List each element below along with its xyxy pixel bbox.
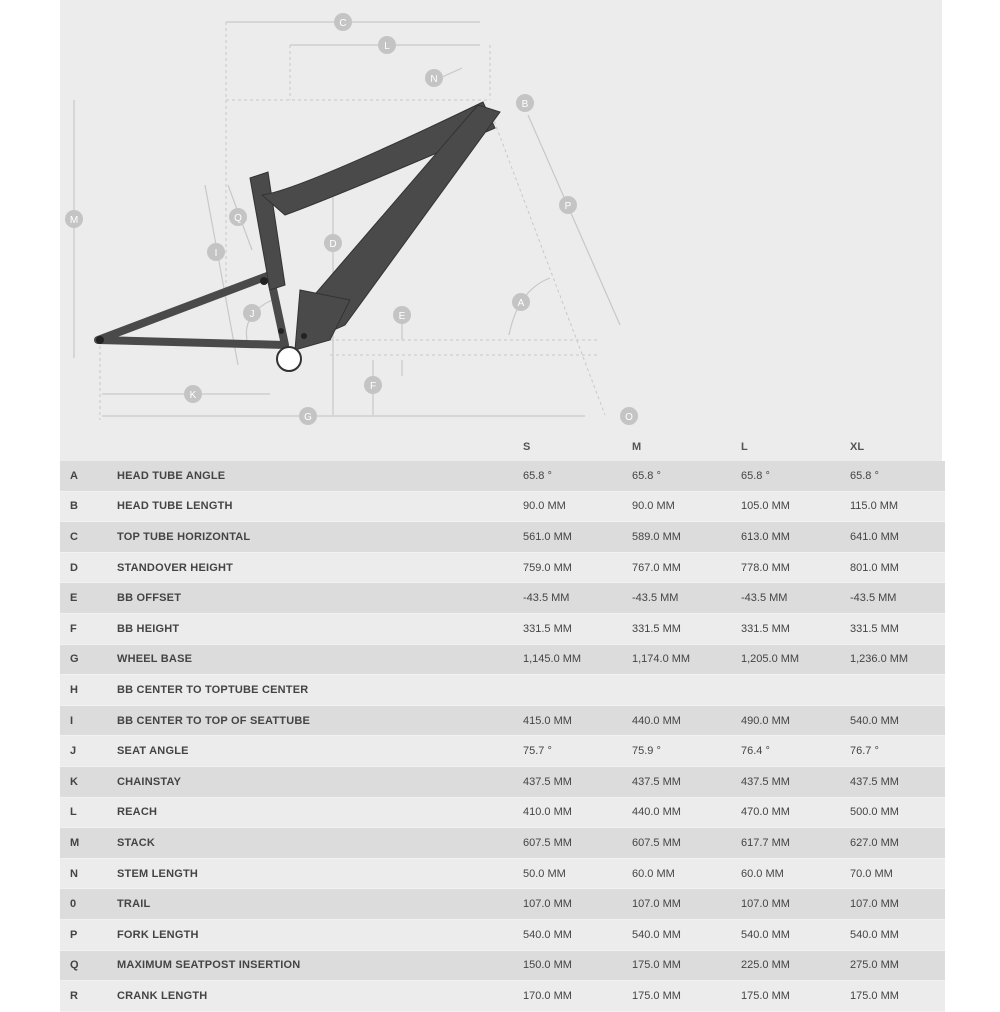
table-row <box>60 950 945 981</box>
table-row <box>60 981 945 1012</box>
label-i-icon <box>207 243 225 261</box>
row-value-s: 150.0 MM <box>523 959 572 972</box>
row-value-xl: 801.0 MM <box>850 561 899 574</box>
label-q-icon <box>229 208 247 226</box>
row-value-l <box>741 675 850 706</box>
row-letter: I <box>70 714 74 727</box>
row-letter: L <box>70 806 77 819</box>
row-name: STANDOVER HEIGHT <box>117 561 234 574</box>
row-letter: Q <box>70 959 79 972</box>
table-row <box>60 522 945 553</box>
row-value-m: 440.0 MM <box>632 806 681 819</box>
row-value-s: 607.5 MM <box>523 836 572 849</box>
row-value-m: 607.5 MM <box>632 836 681 849</box>
label-p-icon <box>559 196 577 214</box>
frame-geometry-diagram <box>60 0 942 432</box>
row-letter: B <box>70 500 78 513</box>
row-value-xl: 107.0 MM <box>850 898 899 911</box>
row-value-l: 540.0 MM <box>741 928 790 941</box>
row-name: STACK <box>117 836 156 849</box>
row-value-s: 50.0 MM <box>523 867 566 880</box>
label-c-icon <box>334 13 352 31</box>
label-n-icon <box>425 69 443 87</box>
row-value-m: 65.8 ° <box>632 469 661 482</box>
row-name: BB CENTER TO TOP OF SEATTUBE <box>117 714 311 727</box>
table-row <box>60 675 945 706</box>
label-g-icon <box>299 407 317 425</box>
row-value-xl: 437.5 MM <box>850 775 899 788</box>
row-value-l: 175.0 MM <box>741 989 790 1002</box>
svg-text:C: C <box>339 18 347 29</box>
row-letter: J <box>70 745 77 758</box>
table-row <box>60 705 945 736</box>
row-name: TRAIL <box>117 898 151 911</box>
svg-text:J: J <box>249 309 255 320</box>
svg-text:K: K <box>189 390 197 401</box>
label-b-icon <box>516 94 534 112</box>
row-value-s <box>523 675 632 706</box>
row-value-m: 440.0 MM <box>632 714 681 727</box>
label-m-icon <box>65 210 83 228</box>
label-d-icon <box>324 234 342 252</box>
row-value-xl: 627.0 MM <box>850 836 899 849</box>
row-value-l: 105.0 MM <box>741 500 790 513</box>
row-value-s: 410.0 MM <box>523 806 572 819</box>
row-value-xl: 331.5 MM <box>850 622 899 635</box>
svg-text:E: E <box>398 311 406 322</box>
label-a-icon <box>512 293 530 311</box>
svg-text:D: D <box>329 239 337 250</box>
label-j-icon <box>243 304 261 322</box>
row-value-xl: 1,236.0 MM <box>850 653 909 666</box>
table-row <box>60 461 945 491</box>
svg-text:N: N <box>430 74 438 85</box>
row-name: CHAINSTAY <box>117 775 182 788</box>
row-value-xl <box>850 675 945 706</box>
header-size-s: S <box>523 440 531 453</box>
row-value-s: 759.0 MM <box>523 561 572 574</box>
table-row <box>60 828 945 859</box>
row-value-xl: 65.8 ° <box>850 469 879 482</box>
table-row <box>60 797 945 828</box>
header-size-xl: XL <box>850 440 865 453</box>
row-value-m: 60.0 MM <box>632 867 675 880</box>
svg-text:Q: Q <box>234 213 242 224</box>
row-value-l: 490.0 MM <box>741 714 790 727</box>
row-letter: M <box>70 836 80 849</box>
row-value-s: 331.5 MM <box>523 622 572 635</box>
row-value-s: 170.0 MM <box>523 989 572 1002</box>
svg-text:L: L <box>384 41 390 52</box>
row-value-s: 415.0 MM <box>523 714 572 727</box>
table-row <box>60 583 945 614</box>
row-value-s: -43.5 MM <box>523 592 570 605</box>
row-value-xl: -43.5 MM <box>850 592 897 605</box>
row-value-s: 1,145.0 MM <box>523 653 582 666</box>
row-name: FORK LENGTH <box>117 928 199 941</box>
row-value-l: 613.0 MM <box>741 530 790 543</box>
svg-text:M: M <box>69 215 79 226</box>
label-k-icon <box>184 385 202 403</box>
header-name <box>117 432 523 461</box>
svg-text:P: P <box>564 201 572 212</box>
row-value-s: 437.5 MM <box>523 775 572 788</box>
row-value-xl: 641.0 MM <box>850 530 899 543</box>
row-value-l: -43.5 MM <box>741 592 788 605</box>
row-value-xl: 275.0 MM <box>850 959 899 972</box>
label-l-icon <box>378 36 396 54</box>
svg-text:O: O <box>625 412 633 423</box>
header-size-l: L <box>741 440 748 453</box>
row-name: REACH <box>117 806 158 819</box>
row-value-m: 540.0 MM <box>632 928 681 941</box>
row-name: SEAT ANGLE <box>117 745 189 758</box>
row-name: WHEEL BASE <box>117 653 193 666</box>
row-value-xl: 115.0 MM <box>850 500 899 513</box>
row-value-s: 65.8 ° <box>523 469 552 482</box>
row-value-l: 617.7 MM <box>741 836 790 849</box>
label-f-icon <box>364 376 382 394</box>
row-value-l: 1,205.0 MM <box>741 653 800 666</box>
row-name: HEAD TUBE LENGTH <box>117 500 233 513</box>
svg-text:B: B <box>521 99 529 110</box>
svg-text:I: I <box>214 248 218 259</box>
row-letter: E <box>70 592 78 605</box>
row-letter: G <box>70 653 79 666</box>
header-letter <box>60 432 117 461</box>
table-row <box>60 858 945 889</box>
row-value-xl: 70.0 MM <box>850 867 893 880</box>
row-name: CRANK LENGTH <box>117 989 208 1002</box>
table-row <box>60 644 945 675</box>
row-name: MAXIMUM SEATPOST INSERTION <box>117 959 301 972</box>
row-letter: N <box>70 867 78 880</box>
row-value-m: 331.5 MM <box>632 622 681 635</box>
label-o-icon <box>620 407 638 425</box>
row-value-xl: 540.0 MM <box>850 714 899 727</box>
row-value-m: 175.0 MM <box>632 959 681 972</box>
table-row <box>60 919 945 950</box>
row-name: TOP TUBE HORIZONTAL <box>117 530 251 543</box>
row-value-s: 561.0 MM <box>523 530 572 543</box>
header-size-m: M <box>632 440 642 453</box>
table-row <box>60 736 945 767</box>
table-row <box>60 766 945 797</box>
row-letter: P <box>70 928 78 941</box>
row-letter: 0 <box>70 898 77 911</box>
row-value-s: 540.0 MM <box>523 928 572 941</box>
row-letter: H <box>70 683 78 696</box>
row-letter: A <box>70 469 78 482</box>
row-value-m: 437.5 MM <box>632 775 681 788</box>
row-value-l: 225.0 MM <box>741 959 790 972</box>
row-name: STEM LENGTH <box>117 867 199 880</box>
row-value-m: 175.0 MM <box>632 989 681 1002</box>
row-value-m: 589.0 MM <box>632 530 681 543</box>
row-value-xl: 175.0 MM <box>850 989 899 1002</box>
label-e-icon <box>393 306 411 324</box>
svg-text:A: A <box>517 298 525 309</box>
table-row <box>60 889 945 920</box>
row-value-xl: 540.0 MM <box>850 928 899 941</box>
row-value-s: 107.0 MM <box>523 898 572 911</box>
row-letter: R <box>70 989 78 1002</box>
table-row <box>60 552 945 583</box>
row-value-l: 60.0 MM <box>741 867 784 880</box>
row-letter: D <box>70 561 78 574</box>
svg-text:F: F <box>369 381 377 392</box>
row-value-l: 331.5 MM <box>741 622 790 635</box>
row-name: HEAD TUBE ANGLE <box>117 469 226 482</box>
row-value-m: 1,174.0 MM <box>632 653 691 666</box>
table-row <box>60 613 945 644</box>
row-value-s: 75.7 ° <box>523 745 552 758</box>
row-value-m: 107.0 MM <box>632 898 681 911</box>
row-value-m: 767.0 MM <box>632 561 681 574</box>
row-value-m <box>632 675 741 706</box>
row-value-m: -43.5 MM <box>632 592 679 605</box>
row-value-xl: 500.0 MM <box>850 806 899 819</box>
row-value-m: 75.9 ° <box>632 745 661 758</box>
row-letter: C <box>70 530 78 543</box>
row-value-xl: 76.7 ° <box>850 745 879 758</box>
row-value-l: 778.0 MM <box>741 561 790 574</box>
table-row <box>60 491 945 522</box>
row-value-l: 107.0 MM <box>741 898 790 911</box>
row-letter: F <box>70 622 77 635</box>
row-name: BB HEIGHT <box>117 622 180 635</box>
table-header-row <box>60 432 945 461</box>
row-value-l: 65.8 ° <box>741 469 770 482</box>
row-value-l: 470.0 MM <box>741 806 790 819</box>
row-name: BB CENTER TO TOPTUBE CENTER <box>117 683 309 696</box>
row-value-l: 437.5 MM <box>741 775 790 788</box>
row-letter: K <box>70 775 78 788</box>
row-value-l: 76.4 ° <box>741 745 770 758</box>
svg-text:G: G <box>304 412 312 423</box>
row-name: BB OFFSET <box>117 592 182 605</box>
row-value-m: 90.0 MM <box>632 500 675 513</box>
geometry-table <box>60 432 945 1012</box>
row-value-s: 90.0 MM <box>523 500 566 513</box>
